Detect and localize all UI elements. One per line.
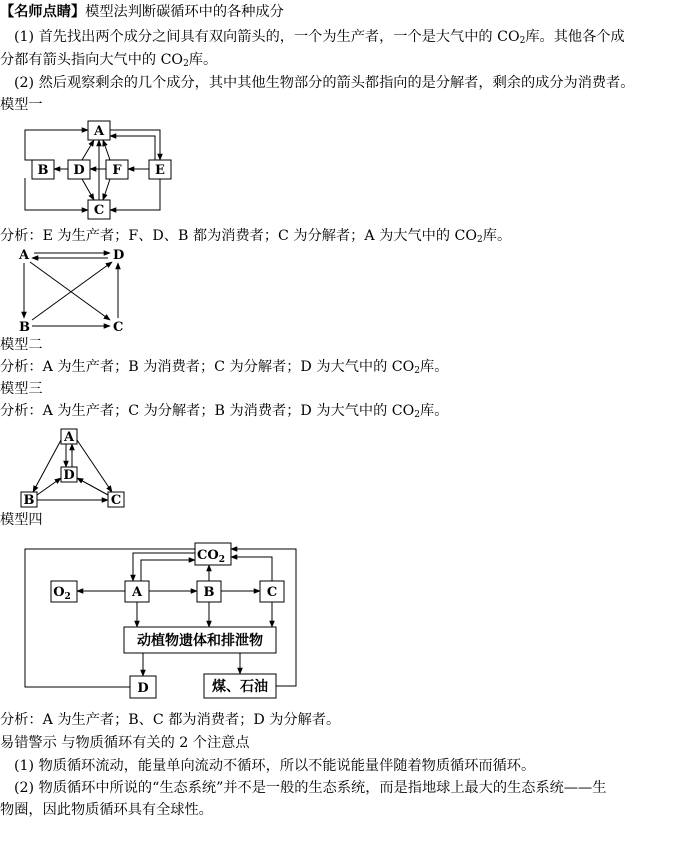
- model1-arrow-d-a: [82, 140, 94, 160]
- model4-label-d: D: [137, 681, 149, 696]
- model1-arrow-e-a: [110, 136, 155, 160]
- model4-label-b: B: [203, 585, 215, 600]
- warning-point1: (1) 物质循环流动，能量单向流动不循环，所以不能说能量伴随着物质循环而循环。: [14, 758, 536, 774]
- warning-point2-cont: 物圈，因此物质循环具有全球性。: [0, 802, 213, 818]
- model4-label-co2: $CO_2$: [197, 548, 225, 565]
- model3-label-b: B: [23, 493, 35, 508]
- model2-diagram: [24, 253, 118, 326]
- model1-label-f: F: [112, 163, 122, 178]
- model2-analysis-sub: 2: [414, 366, 420, 376]
- model1-label-b: B: [37, 163, 49, 178]
- model3-analysis-text: 分析：A 为生产者；C 为分解者；B 为消费者；D 为大气中的 CO: [0, 403, 415, 419]
- model1-arrow-b-a: [25, 130, 88, 160]
- model1-arrow-a-e: [110, 130, 160, 160]
- tip-subtitle: 模型法判断碳循环中的各种成分: [85, 4, 284, 20]
- model2-arrow-a-c: [30, 262, 110, 320]
- tip-step1-cont-text2: 库。: [188, 52, 218, 68]
- model1-analysis-text: 分析：E 为生产者；F、D、B 都为消费者；C 为分解者；A 为大气中的 CO: [0, 228, 478, 244]
- tip-step1-text: (1) 首先找出两个成分之间具有双向箭头的，一个为生产者，一个是大气中的 CO: [14, 29, 520, 45]
- model3-analysis-text2: 库。: [420, 403, 449, 419]
- model1-label-d: D: [73, 163, 85, 178]
- model3-arrow-b-d: [37, 478, 61, 495]
- model3-label-c: C: [110, 493, 122, 508]
- tip-step1-cont-text: 分都有箭头指向大气中的 CO: [0, 52, 184, 68]
- model1-heading: 模型一: [0, 97, 43, 113]
- model4-label-c: C: [266, 585, 278, 600]
- model1-arrow-d-c: [82, 179, 94, 200]
- model4-diagram: [25, 543, 296, 698]
- model3-heading: 模型三: [0, 381, 43, 397]
- model2-analysis-text2: 库。: [420, 359, 449, 375]
- model1-arrow-f-a: [103, 140, 110, 160]
- model2-label-c: C: [113, 320, 124, 335]
- model4-arrow-d-co2: [25, 549, 195, 687]
- tip-title: 名师点睛: [14, 4, 71, 20]
- tip-bracket-right: 】: [70, 4, 86, 20]
- model3-analysis-sub: 2: [414, 410, 420, 420]
- model3-arrow-c-d: [77, 478, 108, 495]
- model4-label-remains: 动植物遗体和排泄物: [137, 633, 263, 649]
- model2-label-a: A: [19, 248, 30, 263]
- tip-step1-text2: 库。其他各个成: [525, 29, 625, 45]
- model4-arrow-coal-co2: [231, 549, 296, 686]
- model1-label-c: C: [93, 203, 105, 218]
- tip-bracket-left: 【: [0, 4, 15, 20]
- model4-arrow-co2-a: [133, 553, 195, 581]
- model2-label-d: D: [113, 248, 125, 263]
- model4-analysis: 分析：A 为生产者；B、C 都为消费者；D 为分解者。: [0, 712, 341, 728]
- model3-label-d: D: [63, 468, 75, 483]
- model3-label-a: A: [63, 430, 75, 445]
- model1-analysis-text2: 库。: [482, 228, 512, 244]
- model4-label-o2: $O_2$: [53, 585, 71, 602]
- model2-label-b: B: [19, 320, 30, 335]
- model1-analysis: [0, 226, 511, 246]
- model4-arrow-c-co2: [231, 557, 272, 581]
- model2-analysis: [0, 357, 448, 377]
- warning-point2: (2) 物质循环中所说的“生态系统”并不是一般的生态系统，而是指地球上最大的生态系统——生: [14, 780, 607, 796]
- model2-arrow-b-d: [32, 262, 112, 320]
- model2-heading: 模型二: [0, 337, 43, 353]
- model4-arrow-a-co2: [141, 560, 195, 581]
- model4-heading: 模型四: [0, 512, 43, 528]
- model1-arrow-e-c: [110, 179, 160, 210]
- model4-label-coal: 煤、石油: [212, 679, 268, 695]
- model3-analysis: [0, 401, 448, 421]
- model3-arrow-a-c: [77, 440, 112, 492]
- model3-arrow-a-b: [33, 440, 61, 492]
- model1-arrow-f-c: [103, 179, 110, 200]
- tip-step1-cont-sub: 2: [183, 59, 189, 69]
- model1-label-e: E: [155, 163, 165, 178]
- model1-arrow-b-c: [25, 178, 88, 210]
- model2-analysis-text: 分析：A 为生产者；B 为消费者；C 为分解者；D 为大气中的 CO: [0, 359, 415, 375]
- tip-step2: (2) 然后观察剩余的几个成分，其中其他生物部分的箭头都指向的是分解者，剩余的成分为消费者。: [14, 75, 635, 91]
- tip-step1-sub: 2: [519, 36, 526, 46]
- warning-title: 易错警示 与物质循环有关的 2 个注意点: [0, 735, 250, 751]
- model4-label-a: A: [131, 585, 143, 600]
- model1-analysis-sub: 2: [477, 235, 483, 245]
- model1-label-a: A: [93, 124, 105, 139]
